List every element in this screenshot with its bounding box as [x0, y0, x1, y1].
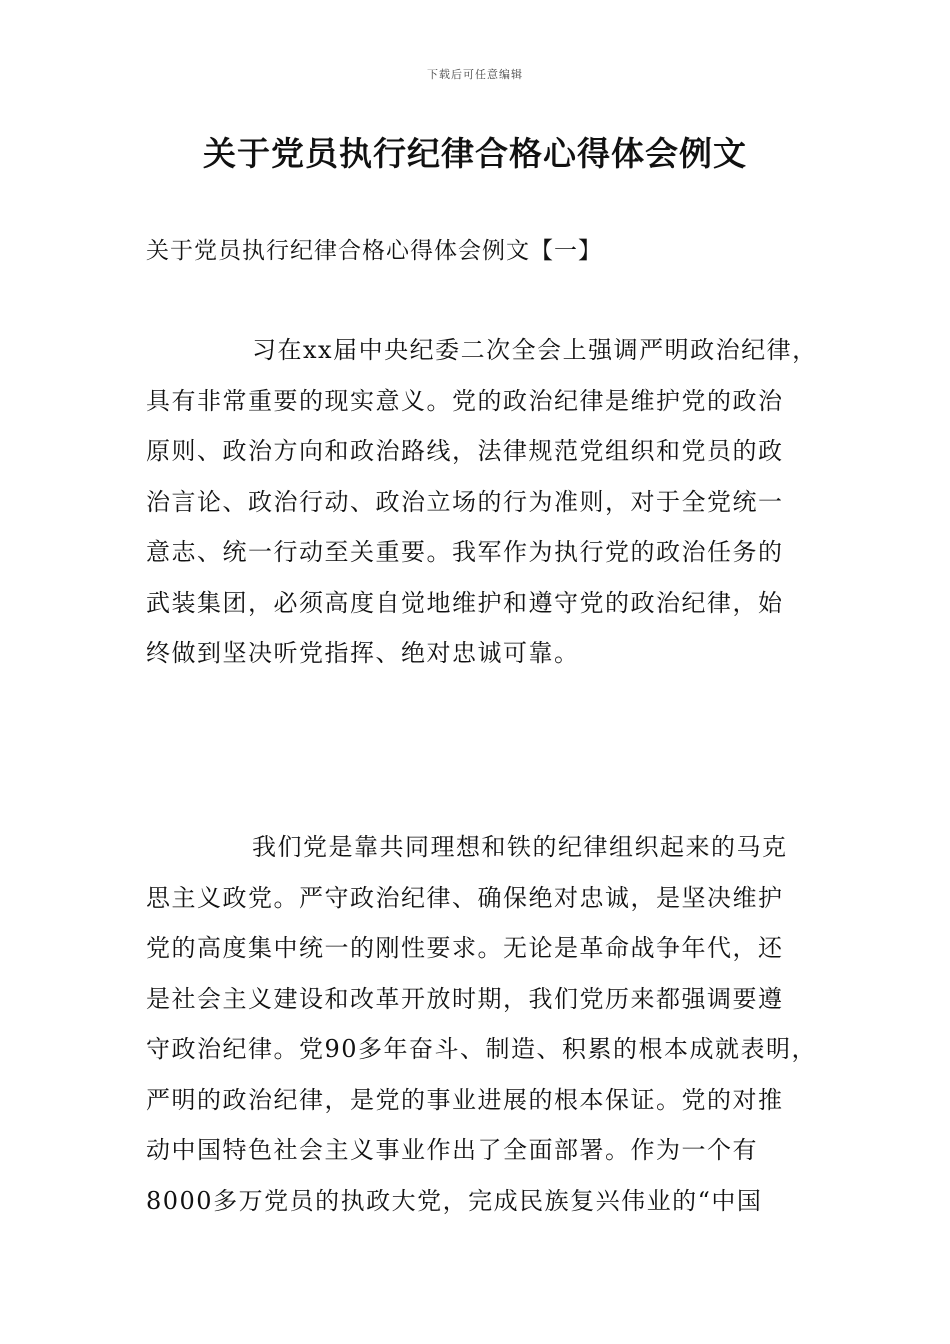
- paragraph-1: [146, 325, 846, 679]
- paragraph-line: 8000多万党员的执政大党，完成民族复兴伟业的“中国: [146, 1186, 763, 1215]
- paragraph-line: 动中国特色社会主义事业作出了全面部署。作为一个有: [146, 1136, 758, 1164]
- paragraph-line: 守政治纪律。党90多年奋斗、制造、积累的根本成就表明，: [146, 1035, 818, 1063]
- paragraph-line: 思主义政党。严守政治纪律、确保绝对忠诚，是坚决维护: [146, 883, 784, 912]
- header-note: 下载后可任意编辑: [427, 68, 523, 81]
- paragraph-line: 原则、政治方向和政治路线，法律规范党组织和党员的政: [146, 437, 784, 465]
- section-title: 关于党员执行纪律合格心得体会例文【一】: [146, 238, 602, 264]
- document-title: 关于党员执行纪律合格心得体会例文: [203, 134, 747, 173]
- paragraph-line: 意志、统一行动至关重要。我军作为执行党的政治任务的: [146, 538, 784, 566]
- paragraph-line: 党的高度集中统一的刚性要求。无论是革命战争年代，还: [146, 934, 784, 962]
- paragraph-line: 习在xx届中央纪委二次全会上强调严明政治纪律，: [252, 336, 818, 364]
- paragraph-2: [146, 822, 846, 1226]
- paragraph-line: 具有非常重要的现实意义。党的政治纪律是维护党的政治: [146, 386, 784, 415]
- paragraph-line: 治言论、政治行动、政治立场的行为准则，对于全党统一: [146, 487, 784, 516]
- paragraph-line: 严明的政治纪律，是党的事业进展的根本保证。党的对推: [146, 1085, 784, 1114]
- paragraph-line: 武装集团，必须高度自觉地维护和遵守党的政治纪律，始: [146, 588, 784, 617]
- paragraph-line: 是社会主义建设和改革开放时期，我们党历来都强调要遵: [146, 984, 784, 1013]
- paragraph-line: 我们党是靠共同理想和铁的纪律组织起来的马克: [252, 833, 788, 861]
- paragraph-line: 终做到坚决听党指挥、绝对忠诚可靠。: [146, 639, 580, 667]
